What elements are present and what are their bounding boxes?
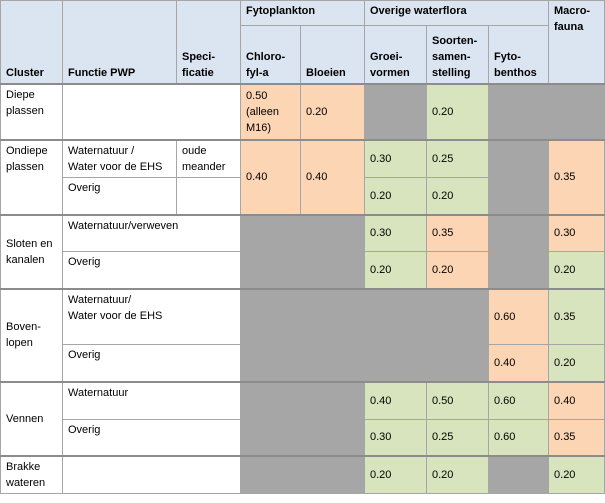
grey-cell	[365, 289, 427, 345]
table-row	[1, 382, 605, 420]
table-row	[1, 289, 605, 345]
grey-cell	[241, 289, 301, 345]
grey-cell	[489, 252, 549, 289]
value-cell: 0.35	[549, 140, 605, 215]
functie-cell: Waternatuur/ Water voor de EHS	[63, 289, 241, 345]
header-groeivormen: Groei- vormen	[365, 26, 427, 84]
header-fytobenthos: Fyto- benthos	[489, 26, 549, 84]
value-cell: 0.25	[427, 420, 489, 456]
functie-cell: Waternatuur	[63, 382, 241, 420]
grey-cell	[301, 252, 365, 289]
value-cell: 0.20	[365, 252, 427, 289]
header-specificatie: Speci- ficatie	[177, 1, 241, 84]
value-cell: 0.40	[489, 345, 549, 382]
cluster-sloten-en-kanalen: Sloten en kanalen	[1, 215, 63, 289]
value-cell: 0.40	[549, 382, 605, 420]
value-cell: 0.20	[549, 456, 605, 494]
value-cell: 0.50	[427, 382, 489, 420]
table-row	[1, 140, 605, 178]
header-soortensamenstelling: Soorten- samen- stelling	[427, 26, 489, 84]
grey-cell	[241, 345, 301, 382]
cluster-brakke-wateren: Brakke wateren	[1, 456, 63, 494]
grey-cell	[365, 345, 427, 382]
grey-cell	[241, 420, 301, 456]
value-cell: 0.20	[301, 84, 365, 140]
value-cell: 0.20	[365, 178, 427, 215]
value-cell: 0.20	[549, 252, 605, 289]
grey-cell	[489, 140, 549, 178]
header-functie-pwp: Functie PWP	[63, 1, 177, 84]
cluster-ondiepe-plassen: Ondiepe plassen	[1, 140, 63, 215]
cluster-bovenlopen: Boven- lopen	[1, 289, 63, 382]
value-cell: 0.40	[365, 382, 427, 420]
table-row	[1, 252, 605, 289]
grey-cell	[241, 215, 301, 252]
grey-cell	[489, 215, 549, 252]
value-cell: 0.40	[301, 140, 365, 215]
header-macrofauna: Macro- fauna	[549, 1, 605, 84]
functie-cell	[63, 456, 241, 494]
value-cell: 0.60	[489, 382, 549, 420]
grey-cell	[427, 289, 489, 345]
value-cell: 0.40	[241, 140, 301, 215]
value-cell: 0.30	[549, 215, 605, 252]
grey-cell	[427, 345, 489, 382]
value-cell: 0.20	[427, 84, 489, 140]
grey-cell	[301, 420, 365, 456]
table-row	[1, 420, 605, 456]
grey-cell	[301, 215, 365, 252]
functie-cell: Overig	[63, 252, 241, 289]
grey-cell	[549, 84, 605, 140]
value-cell: 0.20	[427, 252, 489, 289]
value-cell: 0.35	[427, 215, 489, 252]
specificatie-cell	[177, 178, 241, 215]
value-cell: 0.30	[365, 215, 427, 252]
header-fytoplankton: Fytoplankton	[241, 1, 365, 26]
table-row	[1, 456, 605, 494]
specificatie-cell: oude meander	[177, 140, 241, 178]
grey-cell	[489, 84, 549, 140]
value-cell: 0.20	[365, 456, 427, 494]
header-bloeien: Bloeien	[301, 26, 365, 84]
value-cell: 0.35	[549, 289, 605, 345]
grey-cell	[365, 84, 427, 140]
value-cell: 0.60	[489, 420, 549, 456]
value-cell: 0.30	[365, 140, 427, 178]
value-cell: 0.35	[549, 420, 605, 456]
functie-cell: Overig	[63, 178, 177, 215]
grey-cell	[489, 178, 549, 215]
value-cell: 0.20	[427, 178, 489, 215]
table-row	[1, 345, 605, 382]
grey-cell	[241, 252, 301, 289]
grey-cell	[301, 382, 365, 420]
cluster-diepe-plassen: Diepe plassen	[1, 84, 63, 140]
value-cell: 0.60	[489, 289, 549, 345]
header-overige-waterflora: Overige waterflora	[365, 1, 549, 26]
value-cell: 0.20	[427, 456, 489, 494]
grey-cell	[301, 456, 365, 494]
functie-cell: Overig	[63, 420, 241, 456]
value-cell: 0.50 (alleen M16)	[241, 84, 301, 140]
value-cell: 0.30	[365, 420, 427, 456]
header-cluster: Cluster	[1, 1, 63, 84]
functie-cell: Overig	[63, 345, 241, 382]
value-cell: 0.20	[549, 345, 605, 382]
table-row	[1, 84, 605, 140]
functie-cell: Waternatuur/verweven	[63, 215, 241, 252]
cluster-vennen: Vennen	[1, 382, 63, 456]
header-chlorofyl-a: Chloro- fyl-a	[241, 26, 301, 84]
grey-cell	[301, 345, 365, 382]
grey-cell	[241, 382, 301, 420]
functie-cell	[63, 84, 241, 140]
grey-cell	[489, 456, 549, 494]
table-row	[1, 215, 605, 252]
grey-cell	[301, 289, 365, 345]
value-cell: 0.25	[427, 140, 489, 178]
functie-cell: Waternatuur / Water voor de EHS	[63, 140, 177, 178]
grey-cell	[241, 456, 301, 494]
